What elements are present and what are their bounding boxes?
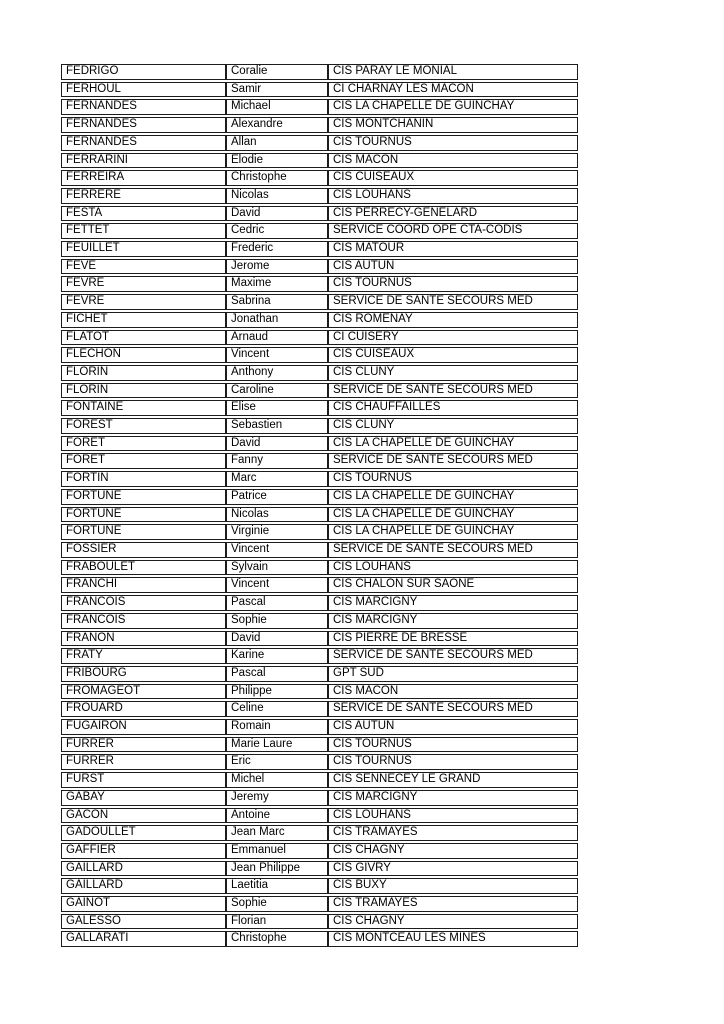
assignment-cell: CIS CHAUFFAILLES [328,400,578,416]
assignment-cell: CI CUISERY [328,330,578,346]
first-name-cell: Jonathan [226,312,328,328]
last-name-cell: FORTUNE [61,524,226,540]
assignment-cell: CIS LOUHANS [328,560,578,576]
last-name-cell: GAINOT [61,896,226,912]
first-name-cell: Frederic [226,241,328,257]
assignment-cell: SERVICE COORD OPE CTA-CODIS [328,223,578,239]
table-row [61,896,578,912]
assignment-cell: CIS PERRECY-GENELARD [328,206,578,222]
assignment-cell: CIS TRAMAYES [328,896,578,912]
first-name-cell: Jean Marc [226,825,328,841]
assignment-cell: CIS CLUNY [328,365,578,381]
table-row [61,312,578,328]
table-row [61,648,578,664]
last-name-cell: FRANCHI [61,577,226,593]
table-row [61,453,578,469]
assignment-cell: CIS TOURNUS [328,737,578,753]
first-name-cell: Pascal [226,666,328,682]
table-row [61,631,578,647]
assignment-cell: CI CHARNAY LES MACON [328,82,578,98]
first-name-cell: Elodie [226,153,328,169]
assignment-cell: CIS MACON [328,153,578,169]
table-row [61,931,578,947]
first-name-cell: Allan [226,135,328,151]
assignment-cell: CIS TOURNUS [328,135,578,151]
first-name-cell: Jeremy [226,790,328,806]
assignment-cell: CIS MONTCEAU LES MINES [328,931,578,947]
table-row [61,790,578,806]
table-row [61,436,578,452]
personnel-table [61,62,578,949]
last-name-cell: FRATY [61,648,226,664]
last-name-cell: FONTAINE [61,400,226,416]
table-row [61,524,578,540]
first-name-cell: Maxime [226,276,328,292]
table-row [61,489,578,505]
first-name-cell: David [226,631,328,647]
table-row [61,471,578,487]
table-row [61,595,578,611]
table-row [61,383,578,399]
assignment-cell: CIS CLUNY [328,418,578,434]
first-name-cell: Cedric [226,223,328,239]
assignment-cell: CIS LOUHANS [328,188,578,204]
table-row [61,153,578,169]
assignment-cell: CIS PIERRE DE BRESSE [328,631,578,647]
last-name-cell: FEVRE [61,294,226,310]
assignment-cell: CIS MARCIGNY [328,595,578,611]
table-row [61,737,578,753]
last-name-cell: FRANCOIS [61,613,226,629]
last-name-cell: FRIBOURG [61,666,226,682]
last-name-cell: FEVE [61,259,226,275]
first-name-cell: Michel [226,772,328,788]
last-name-cell: FLORIN [61,383,226,399]
last-name-cell: FERHOUL [61,82,226,98]
table-row [61,82,578,98]
first-name-cell: Emmanuel [226,843,328,859]
last-name-cell: FERRERE [61,188,226,204]
last-name-cell: FOREST [61,418,226,434]
assignment-cell: CIS MARCIGNY [328,613,578,629]
first-name-cell: Florian [226,914,328,930]
assignment-cell: CIS BUXY [328,878,578,894]
last-name-cell: FERRARINI [61,153,226,169]
assignment-cell: CIS MARCIGNY [328,790,578,806]
first-name-cell: Virginie [226,524,328,540]
first-name-cell: Romain [226,719,328,735]
assignment-cell: SERVICE DE SANTE SECOURS MED [328,383,578,399]
first-name-cell: Caroline [226,383,328,399]
last-name-cell: FESTA [61,206,226,222]
first-name-cell: Fanny [226,453,328,469]
table-row [61,330,578,346]
table-row [61,259,578,275]
table-row [61,719,578,735]
first-name-cell: Samir [226,82,328,98]
assignment-cell: CIS LA CHAPELLE DE GUINCHAY [328,524,578,540]
assignment-cell: CIS LA CHAPELLE DE GUINCHAY [328,99,578,115]
assignment-cell: SERVICE DE SANTE SECOURS MED [328,701,578,717]
first-name-cell: David [226,436,328,452]
assignment-cell: CIS CHALON SUR SAONE [328,577,578,593]
table-row [61,241,578,257]
assignment-cell: CIS TOURNUS [328,471,578,487]
assignment-cell: SERVICE DE SANTE SECOURS MED [328,453,578,469]
first-name-cell: Marie Laure [226,737,328,753]
last-name-cell: FEDRIGO [61,64,226,80]
assignment-cell: CIS TRAMAYES [328,825,578,841]
first-name-cell: Laetitia [226,878,328,894]
assignment-cell: SERVICE DE SANTE SECOURS MED [328,542,578,558]
assignment-cell: CIS PARAY LE MONIAL [328,64,578,80]
last-name-cell: FLATOT [61,330,226,346]
last-name-cell: FROMAGEOT [61,684,226,700]
last-name-cell: FURRER [61,737,226,753]
table-row [61,170,578,186]
first-name-cell: Karine [226,648,328,664]
assignment-cell: CIS GIVRY [328,861,578,877]
table-row [61,684,578,700]
table-row [61,754,578,770]
first-name-cell: Sylvain [226,560,328,576]
table-row [61,365,578,381]
first-name-cell: Nicolas [226,188,328,204]
last-name-cell: FICHET [61,312,226,328]
table-row [61,843,578,859]
first-name-cell: Christophe [226,931,328,947]
assignment-cell: CIS CUISEAUX [328,170,578,186]
table-row [61,188,578,204]
last-name-cell: FETTET [61,223,226,239]
table-row [61,507,578,523]
last-name-cell: FURST [61,772,226,788]
table-row [61,99,578,115]
last-name-cell: FOSSIER [61,542,226,558]
first-name-cell: Alexandre [226,117,328,133]
first-name-cell: Celine [226,701,328,717]
last-name-cell: FERNANDES [61,99,226,115]
table-row [61,808,578,824]
first-name-cell: Eric [226,754,328,770]
table-row [61,701,578,717]
last-name-cell: GAILLARD [61,878,226,894]
first-name-cell: Sebastien [226,418,328,434]
last-name-cell: FORET [61,436,226,452]
first-name-cell: Pascal [226,595,328,611]
table-row [61,577,578,593]
first-name-cell: Antoine [226,808,328,824]
first-name-cell: David [226,206,328,222]
assignment-cell: CIS TOURNUS [328,754,578,770]
first-name-cell: Coralie [226,64,328,80]
last-name-cell: GAILLARD [61,861,226,877]
last-name-cell: FUGAIRON [61,719,226,735]
last-name-cell: FORTUNE [61,489,226,505]
table-row [61,666,578,682]
first-name-cell: Christophe [226,170,328,186]
last-name-cell: FEVRE [61,276,226,292]
table-row [61,613,578,629]
first-name-cell: Anthony [226,365,328,381]
last-name-cell: FRANCOIS [61,595,226,611]
first-name-cell: Arnaud [226,330,328,346]
last-name-cell: FORTUNE [61,507,226,523]
table-row [61,878,578,894]
last-name-cell: FRANON [61,631,226,647]
assignment-cell: CIS MACON [328,684,578,700]
assignment-cell: CIS AUTUN [328,719,578,735]
table-row [61,914,578,930]
assignment-cell: CIS LA CHAPELLE DE GUINCHAY [328,507,578,523]
first-name-cell: Vincent [226,542,328,558]
last-name-cell: FROUARD [61,701,226,717]
last-name-cell: FLORIN [61,365,226,381]
personnel-table-body [61,64,578,947]
table-row [61,861,578,877]
table-row [61,560,578,576]
table-row [61,294,578,310]
last-name-cell: FERREIRA [61,170,226,186]
assignment-cell: CIS LA CHAPELLE DE GUINCHAY [328,489,578,505]
table-row [61,825,578,841]
first-name-cell: Sabrina [226,294,328,310]
assignment-cell: CIS MATOUR [328,241,578,257]
last-name-cell: FRABOULET [61,560,226,576]
assignment-cell: CIS LOUHANS [328,808,578,824]
table-row [61,772,578,788]
assignment-cell: CIS AUTUN [328,259,578,275]
first-name-cell: Nicolas [226,507,328,523]
last-name-cell: FURRER [61,754,226,770]
last-name-cell: GALLARATI [61,931,226,947]
table-row [61,135,578,151]
last-name-cell: FLECHON [61,347,226,363]
assignment-cell: SERVICE DE SANTE SECOURS MED [328,648,578,664]
table-row [61,542,578,558]
first-name-cell: Marc [226,471,328,487]
first-name-cell: Patrice [226,489,328,505]
last-name-cell: FORET [61,453,226,469]
assignment-cell: CIS CUISEAUX [328,347,578,363]
assignment-cell: CIS SENNECEY LE GRAND [328,772,578,788]
assignment-cell: CIS CHAGNY [328,843,578,859]
table-row [61,206,578,222]
table-row [61,64,578,80]
first-name-cell: Michael [226,99,328,115]
table-row [61,117,578,133]
assignment-cell: CIS ROMENAY [328,312,578,328]
first-name-cell: Philippe [226,684,328,700]
assignment-cell: SERVICE DE SANTE SECOURS MED [328,294,578,310]
assignment-cell: CIS MONTCHANIN [328,117,578,133]
first-name-cell: Vincent [226,347,328,363]
table-row [61,418,578,434]
last-name-cell: GADOULLET [61,825,226,841]
table-row [61,400,578,416]
first-name-cell: Jerome [226,259,328,275]
last-name-cell: GAFFIER [61,843,226,859]
table-row [61,223,578,239]
last-name-cell: FERNANDES [61,135,226,151]
last-name-cell: GACON [61,808,226,824]
table-row [61,276,578,292]
assignment-cell: CIS CHAGNY [328,914,578,930]
last-name-cell: GALESSO [61,914,226,930]
assignment-cell: CIS TOURNUS [328,276,578,292]
first-name-cell: Sophie [226,613,328,629]
last-name-cell: GABAY [61,790,226,806]
first-name-cell: Elise [226,400,328,416]
first-name-cell: Sophie [226,896,328,912]
table-row [61,347,578,363]
first-name-cell: Jean Philippe [226,861,328,877]
last-name-cell: FORTIN [61,471,226,487]
first-name-cell: Vincent [226,577,328,593]
last-name-cell: FEUILLET [61,241,226,257]
assignment-cell: GPT SUD [328,666,578,682]
assignment-cell: CIS LA CHAPELLE DE GUINCHAY [328,436,578,452]
last-name-cell: FERNANDES [61,117,226,133]
